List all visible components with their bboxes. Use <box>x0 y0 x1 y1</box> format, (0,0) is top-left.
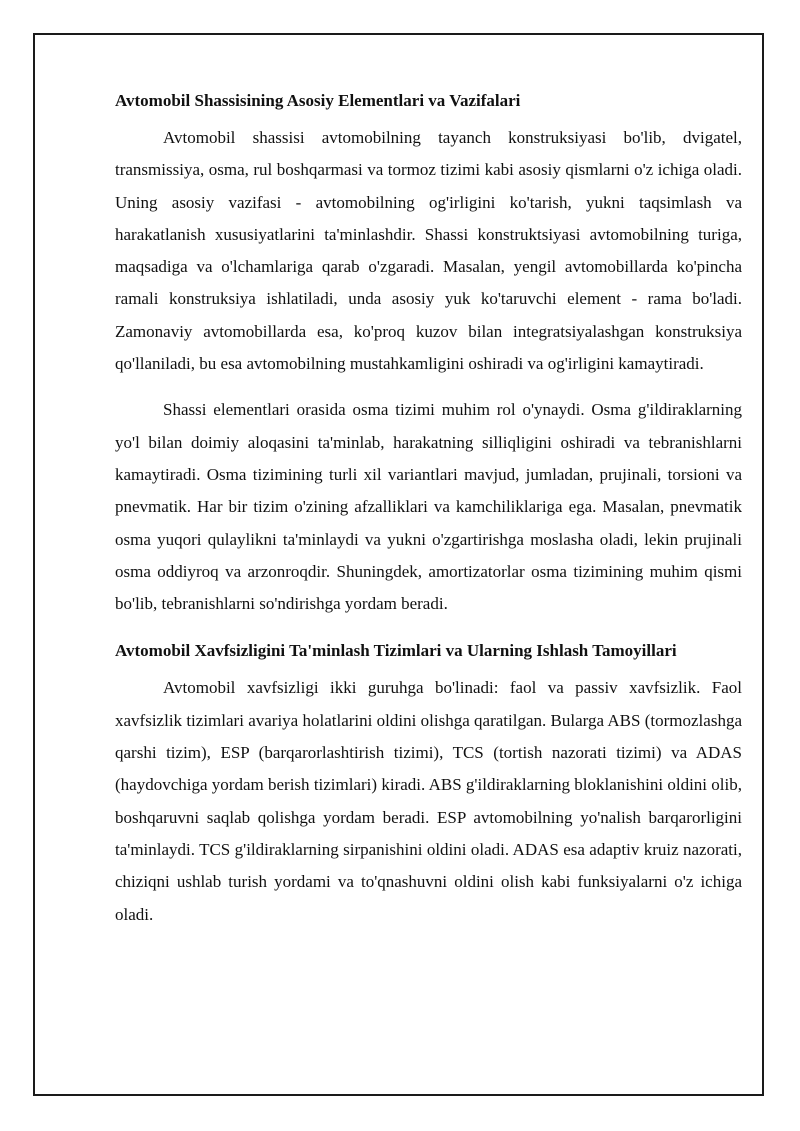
section-heading-safety: Avtomobil Xavfsizligini Ta'minlash Tizimlari va Ularning Ishlash Tamoyillari <box>115 641 677 661</box>
document-body <box>115 86 742 931</box>
paragraph-safety-systems: Avtomobil xavfsizligi ikki guruhga bo'linadi: faol va passiv xavfsizlik. Faol xavfsizlik tizimlari avariya holatlarini oldini olishga qaratilgan. Bularga ABS (tormozlashga qarshi tizim), ESP (barqarorlashtirish tizimi), TCS (tortish nazorati tizimi) va ADAS (haydovchiga yordam berish tizimlari) kiradi. ABS g'ildiraklarning bloklanishini oldini olib, boshqaruvni saqlab qolishga yordam beradi. ESP avtomobilning yo'nalish barqarorligini ta'minlaydi. TCS g'ildiraklarning sirpanishini oldini oladi. ADAS esa adaptiv kruiz nazorati, chiziqni ushlab turish yordami va to'qnashuvni oldini olish kabi funksiyalarni o'z ichiga oladi. <box>115 678 742 924</box>
section-heading-chassis: Avtomobil Shassisining Asosiy Elementlari va Vazifalari <box>115 91 521 110</box>
paragraph-suspension: Shassi elementlari orasida osma tizimi muhim rol o'ynaydi. Osma g'ildiraklarning yo'l bilan doimiy aloqasini ta'minlab, harakatning silliqligini oshiradi va tebranishlarni kamaytiradi. Osma tizimining turli xil variantlari mavjud, jumladan, prujinali, torsioni va pnevmatik. Har bir tizim o'zining afzalliklari va kamchiliklariga ega. Masalan, pnevmatik osma yuqori qulaylikni ta'minlaydi va yukni o'zgartirishga moslasha oladi, lekin prujinali osma oddiyroq va arzonroqdir. Shuningdek, amortizatorlar osma tizimining muhim qismi bo'lib, tebranishlarni so'ndirishga yordam beradi. <box>115 400 742 614</box>
paragraph-chassis-intro: Avtomobil shassisi avtomobilning tayanch konstruksiyasi bo'lib, dvigatel, transmissiya, osma, rul boshqarmasi va tormoz tizimi kabi asosiy qismlarni o'z ichiga oladi. Uning asosiy vazifasi - avtomobilning og'irligini ko'tarish, yukni taqsimlash va harakatlanish xususiyatlarini ta'minlashdir. Shassi konstruktsiyasi avtomobilning turiga, maqsadiga va o'lchamlariga qarab o'zgaradi. Masalan, yengil avtomobillarda ko'pincha ramali konstruksiya ishlatiladi, unda asosiy yuk ko'taruvchi element - rama bo'ladi. Zamonaviy avtomobillarda esa, ko'proq kuzov bilan integratsiyalashgan konstruksiya qo'llaniladi, bu esa avtomobilning mustahkamligini oshiradi va og'irligini kamaytiradi. <box>115 128 742 374</box>
